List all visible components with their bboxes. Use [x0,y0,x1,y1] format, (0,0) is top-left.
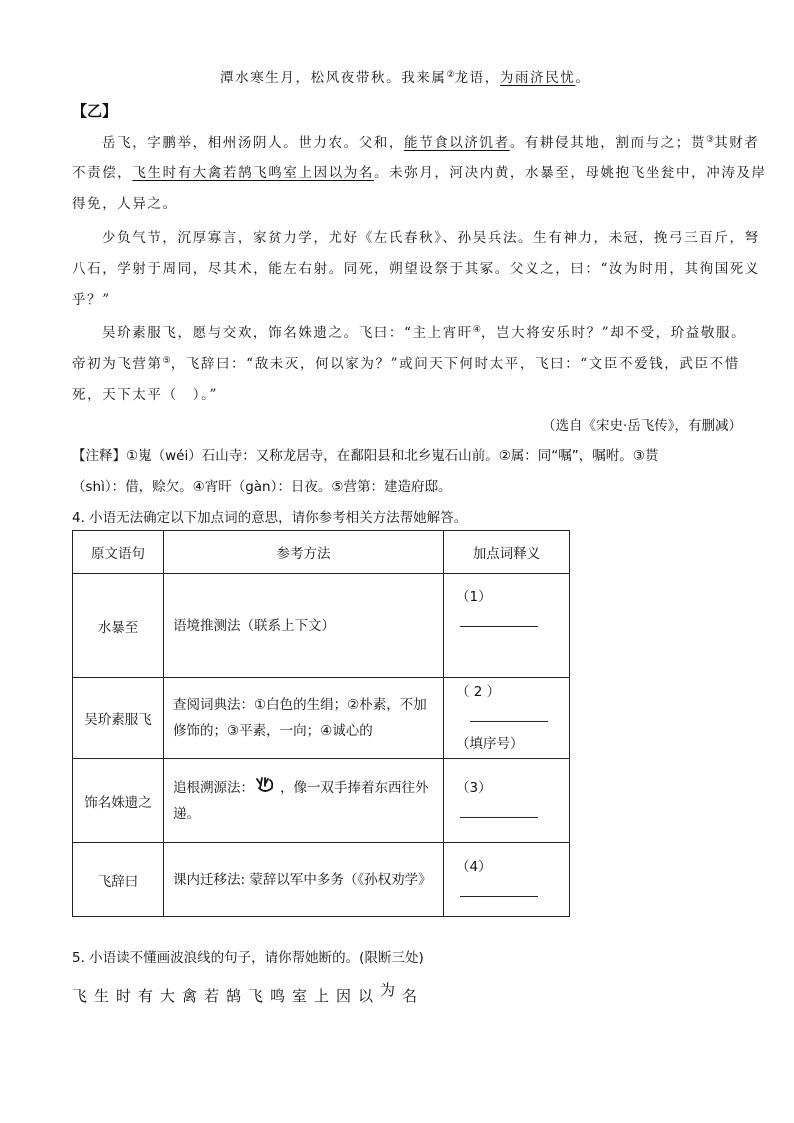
method-text: 追根溯源法： [173,779,254,796]
passage-line: 少负气节，沉厚寡言，家贫力学，尤好《左氏春秋》、孙吴兵法。生有神力，未冠，挽弓三百斤，弩 [102,230,760,246]
passage-text: 吴玠素服飞，愿与交欢，饰名姝遗之。飞曰：“主上宵旰 [102,325,473,341]
poem-text-b: 龙语， [454,70,500,86]
header-sentence: 原文语句 [73,531,164,574]
passage-line: 乎？” [72,292,111,308]
answer-label: （3） [456,779,492,796]
row-sentence: 饰名姝遗之 [73,759,164,843]
question-5-prompt: 5. 小语读不懂画波浪线的句子，请你帮她断的。(限断三处) [72,950,424,966]
answer-cell [444,678,570,759]
answer-blank[interactable] [470,708,548,722]
row-sentence: 吴玠素服飞 [73,678,164,759]
answer-label: （ 2 ） [456,684,501,700]
passage-underlined: 能节食以济饥者 [404,135,510,151]
row-sentence: 水暴至 [73,574,164,678]
passage-text: 帝初为飞营第 [72,356,163,372]
passage-text: 。未弥月，河决内黄，水暴至，母姚抱飞坐瓮中，冲涛及岸 [374,165,767,181]
segmentation-sentence [72,981,425,1006]
passage-text: 不责偿， [72,165,133,181]
passage-text: 其财者 [714,135,760,151]
passage-line: 八石，学射于周同，尽其术，能左右射。同死，朔望设祭于其冢。父义之，曰：“汝为时用，其徇国死义 [72,261,760,277]
poem-end: 。 [575,70,591,86]
row-method: 课内迁移法: 蒙辞以军中多务（《孙权劝学》 [164,843,444,917]
note-marker: ② [446,70,455,80]
passage-line [102,321,746,341]
table-row [73,843,570,917]
row-method [164,759,444,843]
row-method: 查阅词典法：①白色的生绢；②朴素，不加修饰的；③平素，一向；④诚心的 [164,678,444,759]
passage-text: 。有耕侵其地，割而与之；贳 [509,135,707,151]
answer-blank[interactable] [460,804,538,818]
answer-blank[interactable] [460,883,538,897]
passage-text: ，飞辞曰：“敌未灭，何以家为？”或问天下何时太平，飞曰：“文臣不爱钱，武臣不惜 [170,356,740,372]
header-answer: 加点词释义 [444,531,570,574]
table-header-row [73,531,570,574]
source-citation: （选自《宋史·岳飞传》，有删减） [541,418,742,434]
ancient-character-glyph [254,776,276,796]
header-method: 参考方法 [164,531,444,574]
answer-cell [444,574,570,678]
passage-text: ，岂大将安乐时？”却不受，玠益敬服。 [480,325,747,341]
answer-blank[interactable] [460,613,538,627]
table-row [73,678,570,759]
wavy-sentence: 飞生时有大禽若鹄飞鸣室上因以为名 [132,165,375,181]
notes-line: （shì）：借，赊欠。④宵旰（gàn）：日夜。⑤营第：建造府邸。 [72,479,452,495]
passage-line [72,352,740,372]
note-marker: ④ [472,325,481,335]
passage-line [102,131,759,151]
answer-hint: （填序号） [456,736,524,752]
poem-line [220,66,591,86]
poem-text-a: 潭水寒生月，松风夜带秋。我来属 [220,70,447,86]
answer-label: （4） [456,858,492,875]
notes-line: 【注释】①嵬（wéi）石山寺：又称龙居寺，在鄱阳县和北乡嵬石山前。②属：同“嘱”，嘱咐。③贳 [72,448,659,464]
section-label: 【乙】 [72,102,118,120]
question-4-prompt: 4. 小语无法确定以下加点词的意思，请你参考相关方法帮她解答。 [72,510,468,526]
answer-cell [444,843,570,917]
answer-cell [444,759,570,843]
sentence-text: 名 [402,987,425,1005]
note-marker: ③ [706,135,715,145]
method-text: ，像一双手捧着东西往外递。 [173,779,429,822]
passage-text: 岳飞，字鹏举，相州汤阴人。世力农。父和， [102,135,404,151]
passage-line: 死，天下太平（ ）。” [72,387,219,403]
note-marker: ⑤ [162,356,171,366]
table-row [73,759,570,843]
sentence-text: 飞生时有大禽若鹄飞鸣室上因以 [72,987,381,1005]
sentence-raised-char: 为 [380,981,403,999]
passage-line: 得免，人异之。 [72,196,178,212]
method-table [72,530,570,917]
table-row [73,574,570,678]
passage-line [72,161,767,181]
answer-label: （1） [456,589,492,605]
poem-underlined: 为雨济民忧 [499,70,576,86]
row-method: 语境推测法（联系上下文） [164,574,444,678]
row-sentence: 飞辞曰 [73,843,164,917]
